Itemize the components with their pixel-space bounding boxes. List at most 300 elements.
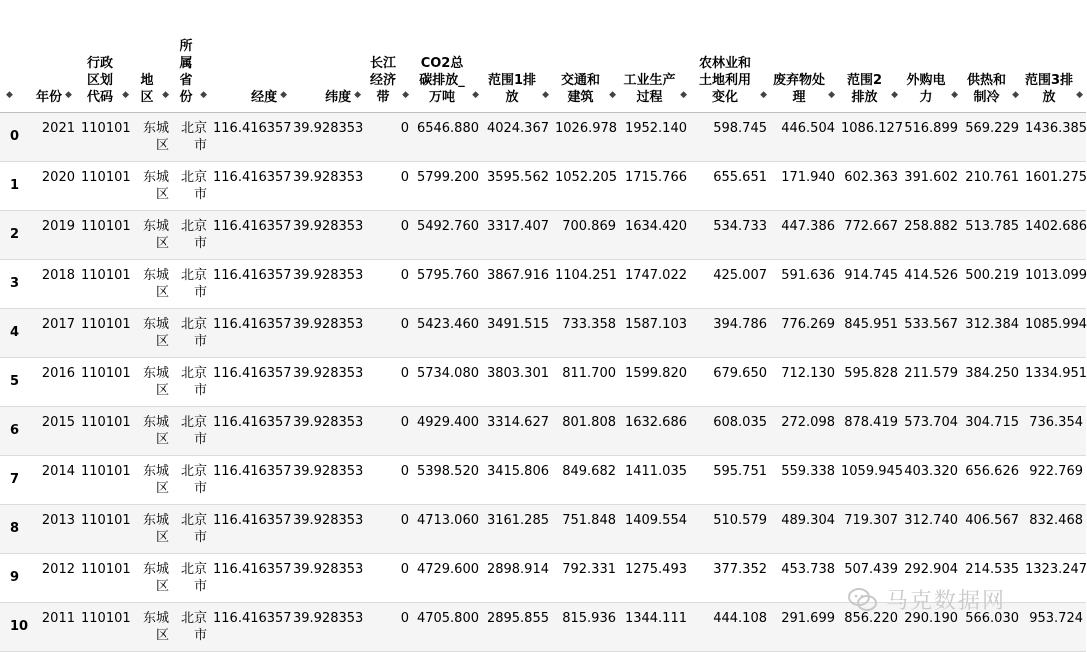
cell-s1 [482,308,552,357]
cell-value: 东城区 [142,169,169,202]
cell-province [172,602,210,651]
cell-province [172,406,210,455]
cell-value: 776.269 [781,316,835,332]
cell-waste [770,602,838,651]
column-header-code[interactable] [78,0,132,112]
cell-value: 801.808 [562,414,616,430]
cell-year [33,455,78,504]
cell-value: 5398.520 [416,463,479,479]
cell-s2 [838,259,901,308]
cell-value: 598.745 [713,120,767,136]
cell-value: 0 [400,561,409,577]
cell-value: 815.936 [562,610,616,626]
column-header-afolu[interactable] [690,0,770,112]
cell-value: 北京市 [180,610,207,643]
cell-co2 [412,455,482,504]
cell-value: 110101 [81,561,131,577]
cell-transport [552,455,619,504]
cell-value: 东城区 [142,512,169,545]
column-header-industry[interactable] [619,0,690,112]
cell-s1 [482,504,552,553]
cell-district [132,308,172,357]
cell-province [172,161,210,210]
cell-code [78,455,132,504]
table-row [0,455,1086,504]
cell-value: 4024.367 [486,120,549,136]
cell-year [33,406,78,455]
cell-value: 东城区 [142,316,169,349]
cell-province [172,112,210,161]
cell-heat [961,308,1022,357]
column-header-co2[interactable] [412,0,482,112]
cell-heat [961,406,1022,455]
cell-yangtze [364,259,412,308]
cell-value: 1026.978 [555,120,618,136]
cell-value: 5492.760 [416,218,479,234]
cell-value: 北京市 [180,414,207,447]
cell-value: 5423.460 [416,316,479,332]
column-header-content [81,55,129,106]
column-header-content [415,55,479,106]
sort-icon[interactable]: ◆ [760,89,767,100]
cell-value: 1086.127 [841,120,904,136]
cell-district [132,553,172,602]
cell-yangtze [364,553,412,602]
cell-value: 116.416357 [213,316,292,332]
cell-heat [961,455,1022,504]
cell-value: 东城区 [142,365,169,398]
cell-value: 39.928353 [293,365,364,381]
cell-value: 507.439 [844,561,898,577]
cell-value: 116.416357 [213,218,292,234]
cell-value: 北京市 [180,316,207,349]
sort-icon[interactable]: ◆ [402,89,409,100]
cell-value: 414.526 [904,267,958,283]
cell-s3 [1022,308,1086,357]
cell-value: 2018 [41,267,75,283]
cell-power [901,455,961,504]
sort-icon[interactable]: ◆ [951,89,958,100]
cell-code [78,210,132,259]
cell-heat [961,357,1022,406]
cell-value: 北京市 [180,463,207,496]
cell-value: 6 [10,423,20,438]
table-row [0,210,1086,259]
cell-value: 3595.562 [486,169,549,185]
cell-lat [290,455,364,504]
cell-value: 922.769 [1029,463,1083,479]
cell-afolu [690,406,770,455]
cell-value: 214.535 [965,561,1019,577]
cell-district [132,602,172,651]
column-header-lon[interactable] [210,0,290,112]
cell-value: 8 [10,521,20,536]
cell-afolu [690,357,770,406]
column-header-content [293,89,361,106]
cell-co2 [412,308,482,357]
cell-heat [961,504,1022,553]
cell-value: 39.928353 [293,218,364,234]
cell-value: 1013.099 [1025,267,1087,283]
cell-value: 3415.806 [486,463,549,479]
cell-value: 0 [400,218,409,234]
cell-year [33,308,78,357]
cell-value: 4729.600 [416,561,479,577]
cell-value: 608.035 [713,414,767,430]
cell-year [33,112,78,161]
cell-value: 东城区 [142,414,169,447]
table-row [0,308,1086,357]
cell-code [78,357,132,406]
cell-value: 595.751 [713,463,767,479]
cell-lat [290,161,364,210]
cell-s1 [482,357,552,406]
column-header-content [693,55,767,106]
cell-value: 1052.205 [555,169,618,185]
cell-value: 110101 [81,512,131,528]
column-header-content [367,55,409,106]
cell-co2 [412,161,482,210]
cell-value: 0 [400,365,409,381]
column-header-content [555,72,616,106]
column-header-s3[interactable] [1022,0,1086,112]
column-header-label: 长江经济带 [370,55,397,105]
cell-value: 1436.385 [1025,120,1087,136]
cell-lat [290,357,364,406]
column-header-transport[interactable] [552,0,619,112]
cell-value: 5734.080 [416,365,479,381]
cell-value: 116.416357 [213,169,292,185]
cell-value: 569.229 [965,120,1019,136]
column-header-district[interactable] [132,0,172,112]
cell-value: 39.928353 [293,512,364,528]
cell-value: 110101 [81,316,131,332]
cell-value: 210.761 [965,169,1019,185]
cell-value: 1952.140 [624,120,687,136]
cell-lat [290,406,364,455]
cell-transport [552,602,619,651]
cell-value: 116.416357 [213,120,292,136]
cell-value: 北京市 [180,120,207,153]
cell-lon [210,259,290,308]
cell-s3 [1022,455,1086,504]
column-header-power[interactable] [901,0,961,112]
cell-transport [552,308,619,357]
cell-s1 [482,161,552,210]
cell-district [132,504,172,553]
cell-value: 110101 [81,463,131,479]
cell-district [132,259,172,308]
cell-value: 444.108 [713,610,767,626]
cell-value: 290.190 [904,610,958,626]
cell-value: 878.419 [844,414,898,430]
column-header-label: 外购电力 [906,72,946,105]
cell-power [901,210,961,259]
column-header-content [964,72,1019,106]
column-header-content [904,72,958,106]
cell-value: 2015 [41,414,75,430]
cell-s3 [1022,406,1086,455]
column-header-s2[interactable] [838,0,901,112]
cell-value: 312.740 [904,512,958,528]
cell-value: 171.940 [781,169,835,185]
cell-lon [210,112,290,161]
sort-icon[interactable]: ◆ [609,89,616,100]
cell-value: 4929.400 [416,414,479,430]
column-header-label: 纬度 [325,89,352,105]
cell-value: 3803.301 [486,365,549,381]
cell-lat [290,112,364,161]
cell-waste [770,161,838,210]
cell-value: 0 [400,610,409,626]
cell-value: 5795.760 [416,267,479,283]
cell-value: 2012 [41,561,75,577]
cell-value: 2011 [41,610,75,626]
cell-value: 1632.686 [624,414,687,430]
column-header-province[interactable] [172,0,210,112]
table-row [0,504,1086,553]
sort-icon[interactable]: ◆ [1076,89,1083,100]
cell-value: 0 [10,129,20,144]
cell-yangtze [364,455,412,504]
cell-waste [770,406,838,455]
column-header-idx[interactable] [0,0,33,112]
cell-value: 258.882 [904,218,958,234]
table-row [0,406,1086,455]
sort-icon[interactable]: ◆ [1012,89,1019,100]
cell-value: 1634.420 [624,218,687,234]
cell-value: 595.828 [844,365,898,381]
cell-yangtze [364,357,412,406]
cell-value: 3491.515 [486,316,549,332]
cell-value: 39.928353 [293,267,364,283]
cell-co2 [412,210,482,259]
cell-value: 3314.627 [486,414,549,430]
column-header-yangtze[interactable] [364,0,412,112]
cell-year [33,161,78,210]
sort-icon[interactable]: ◆ [65,89,72,100]
cell-value: 116.416357 [213,414,292,430]
cell-value: 712.130 [781,365,835,381]
cell-yangtze [364,406,412,455]
cell-lat [290,308,364,357]
cell-afolu [690,602,770,651]
cell-s1 [482,553,552,602]
cell-value: 292.904 [904,561,958,577]
cell-yangtze [364,602,412,651]
cell-value: 2017 [41,316,75,332]
cell-value: 772.667 [844,218,898,234]
column-header-content [773,72,835,106]
cell-co2 [412,602,482,651]
cell-value: 1599.820 [624,365,687,381]
cell-value: 1323.247 [1025,561,1087,577]
cell-s2 [838,112,904,161]
column-header-heat[interactable] [961,0,1022,112]
sort-icon[interactable]: ◆ [891,89,898,100]
column-header-label: 废弃物处理 [773,72,826,105]
cell-value: 2 [10,227,20,242]
cell-afolu [690,161,770,210]
row-index [0,161,33,210]
column-header-label: 工业生产过程 [623,72,676,105]
column-header-waste[interactable] [770,0,838,112]
cell-transport [552,357,619,406]
cell-value: 510.579 [713,512,767,528]
column-header-content [36,89,75,106]
cell-province [172,553,210,602]
cell-value: 394.786 [713,316,767,332]
cell-waste [770,504,838,553]
table-row [0,259,1086,308]
cell-industry [619,259,690,308]
cell-transport [552,406,619,455]
cell-value: 3867.916 [486,267,549,283]
cell-value: 500.219 [965,267,1019,283]
cell-s1 [482,259,552,308]
cell-value: 312.384 [965,316,1019,332]
column-header-label: 经度 [251,89,278,105]
cell-value: 116.416357 [213,365,292,381]
wechat-icon [848,587,878,613]
column-header-s1[interactable] [482,0,552,112]
cell-s1 [482,406,552,455]
column-header-label: 范围3排放 [1025,72,1074,105]
sort-icon[interactable]: ◆ [680,89,687,100]
column-header-content [175,38,207,106]
cell-s1 [482,210,552,259]
cell-industry [619,308,690,357]
cell-value: 110101 [81,169,131,185]
cell-power [901,504,961,553]
column-header-content [135,72,169,106]
cell-value: 110101 [81,610,131,626]
sort-icon[interactable]: ◆ [354,89,361,100]
cell-industry [619,112,690,161]
cell-transport [552,553,619,602]
cell-industry [619,161,690,210]
cell-value: 655.651 [713,169,767,185]
cell-year [33,553,78,602]
watermark-text: 马克数据网 [886,589,1007,614]
column-header-label: 交通和建筑 [561,72,601,105]
column-header-content [622,72,687,106]
column-header-label: 范围2排放 [847,72,883,105]
cell-industry [619,210,690,259]
cell-co2 [412,357,482,406]
sort-icon[interactable]: ◆ [6,89,13,100]
cell-lat [290,553,364,602]
sort-icon[interactable]: ◆ [828,89,835,100]
cell-value: 0 [400,512,409,528]
cell-value: 110101 [81,267,131,283]
sort-icon[interactable]: ◆ [542,89,549,100]
cell-s2 [838,357,901,406]
cell-s2 [838,406,901,455]
cell-transport [552,112,619,161]
cell-lat [290,210,364,259]
cell-value: 953.724 [1029,610,1083,626]
cell-value: 559.338 [781,463,835,479]
column-header-year[interactable] [33,0,78,112]
cell-value: 39.928353 [293,463,364,479]
cell-value: 北京市 [180,561,207,594]
sort-icon[interactable]: ◆ [122,89,129,100]
cell-power [901,161,961,210]
cell-value: 489.304 [781,512,835,528]
cell-value: 832.468 [1029,512,1083,528]
watermark [848,584,1006,615]
cell-s3 [1022,112,1086,161]
cell-value: 110101 [81,218,131,234]
cell-co2 [412,259,482,308]
sort-icon[interactable]: ◆ [280,89,287,100]
cell-value: 1275.493 [624,561,687,577]
cell-power [901,259,961,308]
column-header-lat[interactable] [290,0,364,112]
column-header-label: 年份 [36,89,63,105]
cell-value: 391.602 [904,169,958,185]
cell-value: 656.626 [965,463,1019,479]
cell-industry [619,504,690,553]
cell-code [78,504,132,553]
column-header-content [841,72,898,106]
cell-yangtze [364,161,412,210]
cell-value: 5 [10,374,20,389]
cell-value: 1587.103 [624,316,687,332]
cell-industry [619,357,690,406]
cell-lon [210,504,290,553]
cell-district [132,455,172,504]
cell-afolu [690,504,770,553]
column-header-label: 所属省份 [179,38,193,105]
row-index [0,504,33,553]
cell-lon [210,602,290,651]
cell-code [78,112,132,161]
cell-year [33,210,78,259]
cell-co2 [412,406,482,455]
cell-s2 [838,161,901,210]
cell-value: 733.358 [562,316,616,332]
row-index [0,406,33,455]
cell-value: 0 [400,169,409,185]
cell-value: 406.567 [965,512,1019,528]
cell-lon [210,357,290,406]
cell-value: 211.579 [904,365,958,381]
cell-value: 东城区 [142,267,169,300]
cell-value: 291.699 [781,610,835,626]
cell-waste [770,357,838,406]
cell-value: 1085.994 [1025,316,1087,332]
cell-yangtze [364,112,412,161]
cell-value: 0 [400,316,409,332]
column-header-content [485,72,549,106]
cell-afolu [690,210,770,259]
column-header-content [213,89,287,106]
cell-value: 2898.914 [486,561,549,577]
cell-value: 2895.855 [486,610,549,626]
cell-value: 0 [400,267,409,283]
cell-value: 2020 [41,169,75,185]
cell-value: 856.220 [844,610,898,626]
sort-icon[interactable]: ◆ [162,89,169,100]
column-header-label: 供热和制冷 [967,72,1007,105]
cell-value: 39.928353 [293,316,364,332]
column-header-content [3,89,30,106]
sort-icon[interactable]: ◆ [472,89,479,100]
sort-icon[interactable]: ◆ [200,89,207,100]
cell-value: 0 [400,463,409,479]
